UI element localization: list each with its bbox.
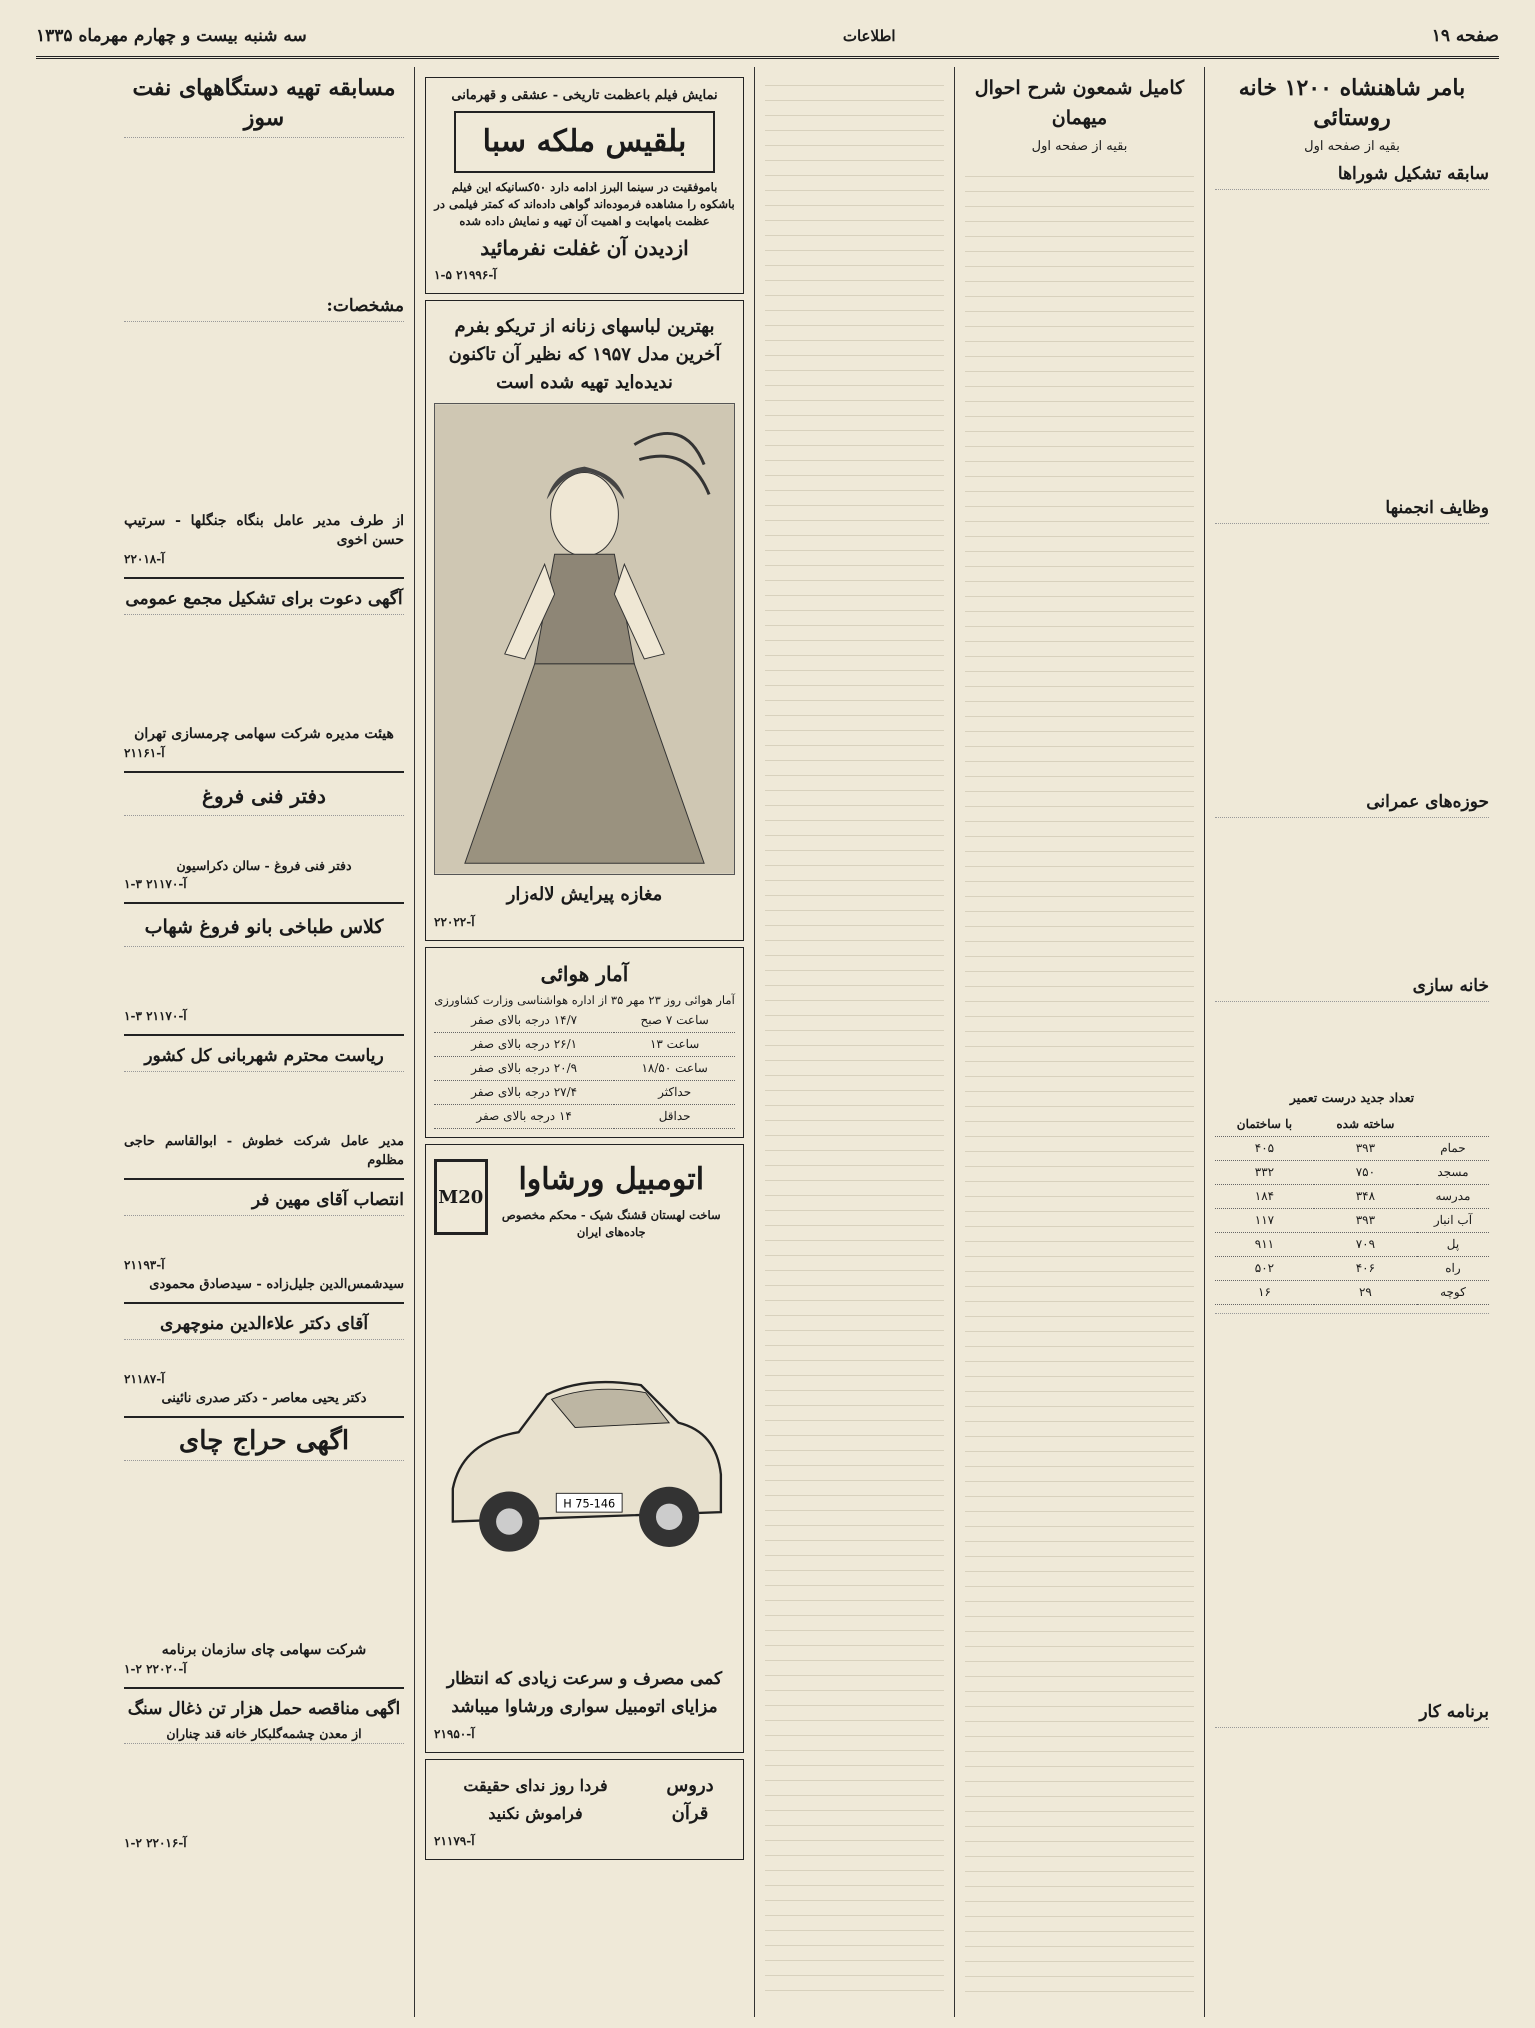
tea-title: اگهی حراج چای <box>178 1426 350 1456</box>
class-title: کلاس طباخی بانو فروغ شهاب <box>144 916 384 938</box>
meeting-title: آگهی دعوت برای تشکیل مجمع عمومی <box>125 589 403 609</box>
car-sub: ساخت لهستان قشنگ شیک - محکم مخصوص جاده‌های ایران <box>501 1208 721 1239</box>
issue-date: سه شنبه بیست و چهارم مهرماه ۱۳۳۵ <box>36 26 307 46</box>
body-text-block <box>124 1460 404 1641</box>
office-sign: دفتر فنی فروغ - سالن دکراسیون <box>176 858 352 873</box>
heading-councils: سابقه تشکیل شوراها <box>1337 164 1489 184</box>
dress-photo <box>434 403 735 875</box>
office-ref: آ-۲۱۱۷۰ ۳-۱ <box>124 877 187 891</box>
film-title-frame <box>454 111 715 173</box>
appoint-names: سیدشمس‌الدین جلیل‌زاده - سیدصادق محمودی <box>149 1277 404 1292</box>
body-text-block <box>1215 1001 1489 1082</box>
contest-specs: مشخصات: <box>326 296 404 316</box>
contest-sign: از طرف مدیر عامل بنگاه جنگلها - سرتیپ حسن اخوی <box>124 513 404 548</box>
office-title: دفتر فنی فروغ <box>202 784 326 808</box>
body-text-block <box>124 1743 404 1834</box>
column-ads <box>414 67 754 2017</box>
heading-program: برنامه کار <box>1419 1702 1489 1722</box>
stats-table-title: تعداد جدید درست تعمیر <box>1289 1090 1415 1105</box>
heading-development: حوزه‌های عمرانی <box>1366 792 1489 812</box>
body-text-block <box>965 162 1194 2002</box>
stats-table <box>1215 1113 1489 1305</box>
film-title: بلقیس ملکه سبا <box>482 124 687 159</box>
appoint-ref: آ-۲۱۱۹۳ <box>124 1258 165 1272</box>
contest-ref: آ-۲۲۰۱۸ <box>124 552 165 566</box>
column-notices <box>114 67 414 2017</box>
doctor-ref: آ-۲۱۱۸۷ <box>124 1372 165 1386</box>
body-text-block <box>124 321 404 512</box>
body-text-block <box>1215 1313 1489 1694</box>
columns <box>36 67 1499 2017</box>
table-row: پل ۷۰۹ ۹۱۱ <box>1215 1233 1489 1257</box>
body-text-block <box>124 815 404 856</box>
contest-title: مسابقه تهیه دستگاههای نفت سوز <box>132 75 396 131</box>
car-logo: M20 <box>434 1159 488 1235</box>
car-icon <box>434 1241 735 1661</box>
page-number: صفحه ۱۹ <box>1431 26 1499 46</box>
weather-table <box>434 1009 735 1129</box>
body-text-block <box>124 1339 404 1370</box>
film-tagline: ازدیدن آن غفلت نفرمائید <box>480 236 689 260</box>
coal-subtitle: از معدن چشمه‌گلبکار خانه قند چناران <box>166 1726 362 1741</box>
film-ad <box>425 77 744 294</box>
article-title-rural: بامر شاهنشاه ۱۲۰۰ خانه روستائی <box>1238 75 1466 131</box>
quran-ref: آ-۲۱۱۷۹ <box>434 1834 475 1848</box>
body-text-block <box>1215 189 1489 490</box>
car-ref: آ-۲۱۹۵۰ <box>434 1727 475 1741</box>
tea-ref: آ-۲۲۰۲۰ ۲-۱ <box>124 1662 187 1676</box>
tea-sign: شرکت سهامی چای سازمان برنامه <box>161 1642 367 1658</box>
film-ad-text: باموفقیت در سینما البرز ادامه دارد ٥٠کسانیکه این فیلم باشکوه را مشاهده فرموده‌اند گواهی داده‌اند که کمتر فیلمی در عظمت بامهابت و اهمیت آن تهیه و نمایش داده شده <box>434 180 735 228</box>
dress-ad <box>425 300 744 941</box>
body-text-block <box>124 1071 404 1132</box>
column-rural-houses <box>1204 67 1499 2017</box>
table-row: حداکثر ۲۷/۴ درجه بالای صفر <box>434 1081 735 1105</box>
woman-figure-icon <box>435 404 734 874</box>
table-row: کوچه ۲۹ ۱۶ <box>1215 1281 1489 1305</box>
weather-title: آمار هوائی <box>540 962 629 986</box>
paper-name: اطلاعات <box>842 27 896 45</box>
car-ad-header <box>434 1153 735 1241</box>
quran-title: دروس قرآن <box>666 1775 714 1824</box>
table-row: مسجد ۷۵۰ ۳۳۲ <box>1215 1161 1489 1185</box>
meeting-ref: آ-۲۱۱۶۱ <box>124 746 165 760</box>
car-ad <box>425 1144 744 1753</box>
car-slogan: کمی مصرف و سرعت زیادی که انتظار مزایای اتومبیل سواری ورشاوا میباشد <box>446 1669 723 1717</box>
table-row: مدرسه ۳۴۸ ۱۸۴ <box>1215 1185 1489 1209</box>
heading-housing: خانه سازی <box>1412 976 1489 996</box>
column-mixed-ads-narrow <box>754 67 954 2017</box>
article-subtitle-rural: بقیه از صفحه اول <box>1304 139 1400 154</box>
film-ref: آ-۲۱۹۹۶ ۵-۱ <box>434 268 497 282</box>
table-col-header: با ساختمان <box>1215 1113 1314 1137</box>
body-text-block <box>124 946 404 1007</box>
body-text-block <box>1215 817 1489 968</box>
coal-ref: آ-۲۲۰۱۶ ۲-۱ <box>124 1836 187 1850</box>
quran-text: فردا روز ندای حقیقت فراموش نکنید <box>463 1776 608 1823</box>
body-text-block <box>765 71 944 2001</box>
car-illustration <box>434 1241 735 1661</box>
class-ref: آ-۲۱۱۷۰ ۳-۱ <box>124 1009 187 1023</box>
body-text-block <box>1215 523 1489 784</box>
coal-title: اگهی مناقصه حمل هزار تن ذغال سنگ <box>127 1699 401 1719</box>
doctor-sign: دکتر یحیی معاصر - دکتر صدری نائینی <box>161 1391 367 1406</box>
table-row: آب انبار ۳۹۳ ۱۱۷ <box>1215 1209 1489 1233</box>
table-row: ساعت ۷ صبح ۱۴/۷ درجه بالای صفر <box>434 1009 735 1033</box>
police-title: ریاست محترم شهربانی کل کشور <box>144 1046 384 1066</box>
weather-box <box>425 947 744 1138</box>
film-ad-head: نمایش فیلم باعظمت تاریخی - عشقی و قهرمانی <box>451 88 718 103</box>
table-row: ساعت ۱۳ ۲۶/۱ درجه بالای صفر <box>434 1033 735 1057</box>
table-col-header: ساخته شده <box>1314 1113 1417 1137</box>
body-text-block <box>1215 1727 1489 1988</box>
table-row: ساعت ۱۸/۵۰ ۲۰/۹ درجه بالای صفر <box>434 1057 735 1081</box>
svg-text:H 75-146: H 75-146 <box>563 1497 616 1511</box>
dress-ref: آ-۲۲۰۲۲ <box>434 915 475 929</box>
article-title-chamoun: کامیل شمعون شرح احوال میهمان <box>974 77 1185 129</box>
dress-ad-head: بهترین لباسهای زنانه از تریکو بفرم آخرین مدل ۱۹۵۷ که نظیر آن تاکنون ندیده‌اید تهیه شده است <box>448 316 721 393</box>
table-row: حمام ۳۹۳ ۴۰۵ <box>1215 1137 1489 1161</box>
quran-ad <box>425 1759 744 1860</box>
column-chamoun <box>954 67 1204 2017</box>
body-text-block <box>124 614 404 725</box>
table-row: راه ۴۰۶ ۵۰۲ <box>1215 1257 1489 1281</box>
body-text-block <box>124 137 404 288</box>
meeting-sign: هیئت مدیره شرکت سهامی چرمسازی تهران <box>134 726 394 742</box>
masthead <box>36 22 1499 59</box>
table-row: حداقل ۱۴ درجه بالای صفر <box>434 1105 735 1129</box>
police-sign: مدیر عامل شرکت خطوش - ابوالقاسم حاجی مظلوم <box>124 1134 404 1168</box>
car-brand: اتومبیل ورشاوا <box>518 1162 705 1197</box>
body-text-block <box>124 1215 404 1256</box>
weather-intro: آمار هوائی روز ۲۳ مهر ۳۵ از اداره هواشناسی وزارت کشاورزی <box>434 993 735 1007</box>
doctor-title: آقای دکتر علاءالدین منوچهری <box>159 1314 369 1334</box>
appoint-title: انتصاب آقای مهین فر <box>251 1190 404 1210</box>
heading-duties: وظایف انجمنها <box>1385 498 1489 518</box>
article-subtitle-chamoun: بقیه از صفحه اول <box>1031 139 1128 154</box>
dress-caption: مغازه پیرایش لاله‌زار <box>506 884 663 905</box>
